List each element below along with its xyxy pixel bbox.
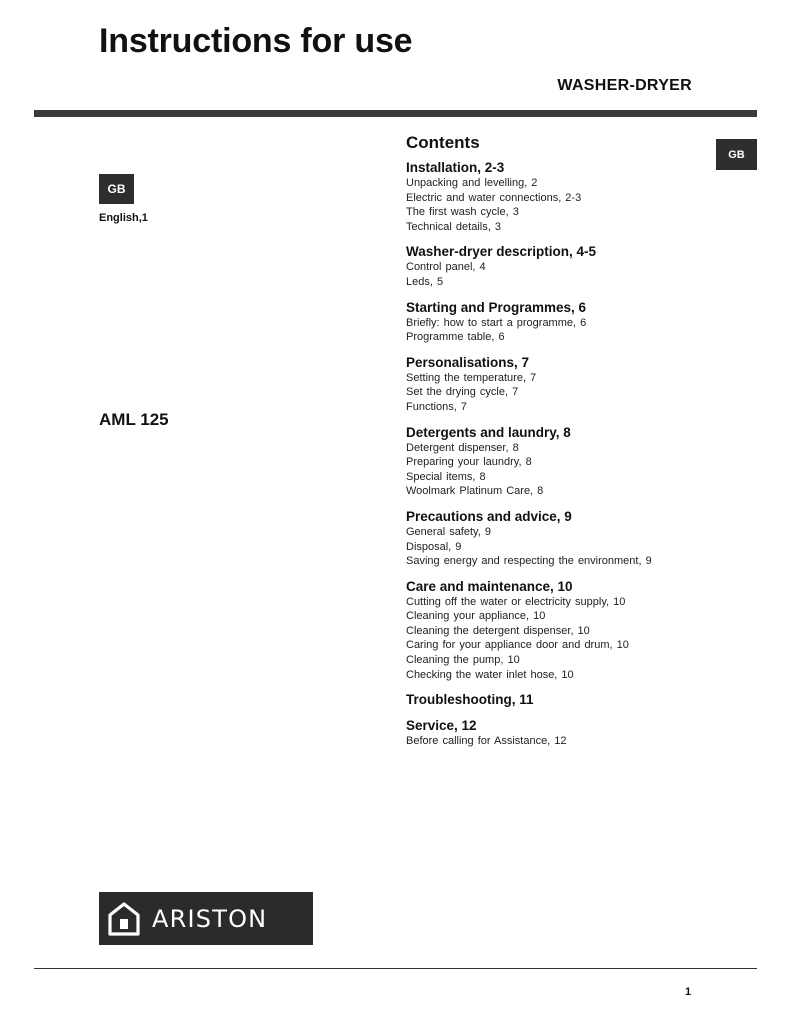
- section-item: Unpacking and levelling, 2: [406, 177, 538, 189]
- section-title: Washer-dryer description, 4-5: [406, 244, 597, 260]
- section-item: Detergent dispenser, 8: [406, 441, 519, 454]
- section-item: Set the drying cycle, 7: [406, 386, 519, 399]
- product-type: WASHER-DRYER: [557, 77, 692, 94]
- language-label: English,1: [99, 212, 148, 224]
- section-title: Service, 12: [406, 718, 477, 734]
- document-title: Instructions for use: [99, 22, 413, 60]
- section-item: Functions, 7: [406, 400, 467, 413]
- model-number: AML 125: [99, 410, 169, 429]
- contents-section: [406, 691, 726, 708]
- section-item: Electric and water connections, 2-3: [406, 191, 582, 204]
- section-item: Woolmark Platinum Care, 8: [406, 485, 544, 498]
- section-item: Caring for your appliance door and drum, 10: [406, 639, 629, 652]
- section-item: Disposal, 9: [406, 540, 462, 553]
- section-item: Saving energy and respecting the environment, 9: [406, 555, 652, 568]
- section-item: Preparing your laundry, 8: [406, 456, 532, 469]
- section-item: Cleaning your appliance, 10: [406, 610, 546, 623]
- contents-section: [406, 424, 726, 499]
- section-item: Cleaning the pump, 10: [406, 654, 520, 667]
- section-item: Control panel, 4: [406, 261, 486, 274]
- table-of-contents: [406, 133, 726, 758]
- section-item: General safety, 9: [406, 525, 491, 538]
- language-tab: GB: [716, 139, 757, 170]
- contents-sections: [406, 159, 726, 749]
- section-title: Detergents and laundry, 8: [406, 424, 571, 440]
- contents-heading: Contents: [406, 133, 480, 152]
- contents-section: [406, 159, 726, 234]
- section-title: Starting and Programmes, 6: [406, 299, 587, 315]
- contents-section: [406, 243, 726, 289]
- contents-section: [406, 354, 726, 415]
- contents-section: [406, 299, 726, 345]
- section-item: The first wash cycle, 3: [406, 206, 519, 219]
- section-title: Installation, 2-3: [406, 160, 505, 175]
- brand-name: ARISTON: [152, 904, 268, 933]
- page-number: 1: [685, 986, 692, 998]
- section-item: Briefly: how to start a programme, 6: [406, 316, 587, 329]
- contents-section: [406, 578, 726, 683]
- house-logo-icon: [108, 902, 140, 936]
- section-title: Troubleshooting, 11: [406, 692, 534, 708]
- footer-divider: [34, 968, 757, 969]
- section-item: Cleaning the detergent dispenser, 10: [406, 624, 590, 637]
- section-item: Special items, 8: [406, 470, 486, 483]
- header-divider: [34, 110, 757, 117]
- section-item: Checking the water inlet hose, 10: [406, 668, 574, 681]
- section-title: Personalisations, 7: [406, 354, 530, 370]
- section-title: Precautions and advice, 9: [406, 508, 572, 524]
- brand-logo: [99, 892, 313, 945]
- section-item: Cutting off the water or electricity supply, 10: [406, 595, 626, 608]
- section-item: Leds, 5: [406, 275, 444, 288]
- section-item: Before calling for Assistance, 12: [406, 735, 567, 748]
- section-item: Programme table, 6: [406, 331, 505, 344]
- contents-section: [406, 717, 726, 749]
- contents-section: [406, 508, 726, 569]
- section-item: Technical details, 3: [406, 220, 501, 233]
- section-title: Care and maintenance, 10: [406, 578, 573, 594]
- section-item: Setting the temperature, 7: [406, 371, 537, 384]
- language-badge: GB: [99, 174, 134, 204]
